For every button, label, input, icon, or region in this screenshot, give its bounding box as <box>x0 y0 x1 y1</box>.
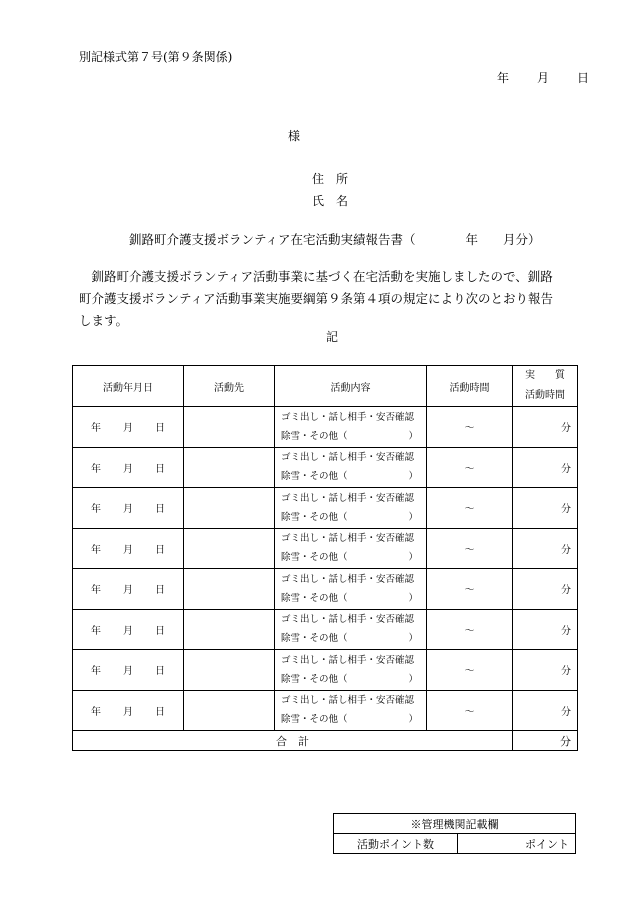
table-row <box>73 690 578 731</box>
activity-content-cell[interactable] <box>275 488 427 529</box>
activity-content-cell[interactable] <box>275 528 427 569</box>
content-other-right: ） <box>408 673 418 685</box>
activity-time-cell[interactable] <box>427 488 513 529</box>
header-actual-line2: 活動時間 <box>525 390 565 401</box>
content-options-line2 <box>275 589 426 608</box>
header-place: 活動先 <box>184 366 275 407</box>
row-day-label: 日 <box>155 625 165 637</box>
content-other-right: ） <box>408 511 418 523</box>
time-separator: ～ <box>464 585 475 597</box>
content-other-left: 除雪・その他（ <box>281 714 348 726</box>
content-other-left: 除雪・その他（ <box>281 511 348 523</box>
content-other-right: ） <box>408 714 418 726</box>
row-year-label: 年 <box>91 544 101 556</box>
minutes-unit: 分 <box>561 544 571 556</box>
time-separator: ～ <box>464 706 475 718</box>
management-box <box>333 813 576 854</box>
activity-time-cell[interactable] <box>427 609 513 650</box>
actual-minutes-cell[interactable] <box>513 447 578 488</box>
activity-date-cell[interactable] <box>73 690 184 731</box>
activity-content-cell[interactable] <box>275 609 427 650</box>
document-title: 釧路町介護支援ボランティア在宅活動実績報告書（ 年 月分） <box>129 232 541 247</box>
name-label: 氏 名 <box>312 194 349 208</box>
content-other-right: ） <box>408 471 418 483</box>
row-month-label: 月 <box>123 625 133 637</box>
content-options-line1: ゴミ出し・話し相手・安否確認 <box>281 695 415 707</box>
time-separator: ～ <box>464 423 475 435</box>
row-day-label: 日 <box>155 504 165 516</box>
content-options-line2 <box>275 467 426 486</box>
activity-time-cell[interactable] <box>427 569 513 610</box>
management-title: ※管理機関記載欄 <box>334 814 576 834</box>
content-other-right: ） <box>408 552 418 564</box>
content-other-right: ） <box>408 592 418 604</box>
content-options-line1: ゴミ出し・話し相手・安否確認 <box>281 654 415 666</box>
header-content: 活動内容 <box>275 366 427 407</box>
activity-date-cell[interactable] <box>73 407 184 448</box>
table-row <box>73 650 578 691</box>
content-options-line2 <box>275 427 426 446</box>
row-month-label: 月 <box>123 423 133 435</box>
actual-minutes-cell[interactable] <box>513 609 578 650</box>
row-year-label: 年 <box>91 625 101 637</box>
activity-time-cell[interactable] <box>427 528 513 569</box>
row-month-label: 月 <box>123 666 133 678</box>
actual-minutes-cell[interactable] <box>513 488 578 529</box>
table-row <box>73 447 578 488</box>
activity-time-cell[interactable] <box>427 447 513 488</box>
row-year-label: 年 <box>91 666 101 678</box>
time-separator: ～ <box>464 544 475 556</box>
activity-date-cell[interactable] <box>73 447 184 488</box>
table-row <box>73 609 578 650</box>
content-options-line2 <box>275 710 426 729</box>
minutes-unit: 分 <box>561 463 571 475</box>
header-actual-line1: 実 質 <box>525 370 565 381</box>
body-text: 釧路町介護支援ボランティア活動事業に基づく在宅活動を実施しましたので、釧路町介護支援ボランティア活動事業実施要綱第９条第４項の規定により次のとおり報告します。 <box>79 269 554 328</box>
header-time: 活動時間 <box>427 366 513 407</box>
content-other-left: 除雪・その他（ <box>281 430 348 442</box>
total-row <box>73 731 578 751</box>
content-options-line1: ゴミ出し・話し相手・安否確認 <box>281 533 415 545</box>
table-row <box>73 569 578 610</box>
points-field[interactable]: ポイント <box>458 834 576 854</box>
content-other-left: 除雪・その他（ <box>281 471 348 483</box>
address-label: 住 所 <box>312 172 349 186</box>
row-year-label: 年 <box>91 423 101 435</box>
report-date <box>497 69 589 86</box>
content-other-right: ） <box>408 633 418 645</box>
header-date: 活動年月日 <box>73 366 184 407</box>
content-other-left: 除雪・その他（ <box>281 552 348 564</box>
time-separator: ～ <box>464 666 475 678</box>
activity-content-cell[interactable] <box>275 650 427 691</box>
minutes-unit: 分 <box>561 504 571 516</box>
table-row <box>73 528 578 569</box>
activity-place-cell[interactable] <box>184 650 275 691</box>
content-other-right: ） <box>408 430 418 442</box>
form-number: 別記様式第７号(第９条関係) <box>79 50 233 64</box>
row-day-label: 日 <box>155 585 165 597</box>
activity-date-cell[interactable] <box>73 569 184 610</box>
time-separator: ～ <box>464 463 475 475</box>
row-day-label: 日 <box>155 706 165 718</box>
row-month-label: 月 <box>123 463 133 475</box>
row-day-label: 日 <box>155 463 165 475</box>
activity-date-cell[interactable] <box>73 488 184 529</box>
row-month-label: 月 <box>123 504 133 516</box>
activity-place-cell[interactable] <box>184 488 275 529</box>
date-year-label: 年 <box>497 71 510 85</box>
table-row <box>73 407 578 448</box>
activity-place-cell[interactable] <box>184 528 275 569</box>
row-year-label: 年 <box>91 585 101 597</box>
points-label: 活動ポイント数 <box>334 834 458 854</box>
row-year-label: 年 <box>91 463 101 475</box>
time-separator: ～ <box>464 625 475 637</box>
content-options-line2 <box>275 629 426 648</box>
total-label: 合 計 <box>73 731 513 751</box>
actual-minutes-cell[interactable] <box>513 690 578 731</box>
minutes-unit: 分 <box>561 585 571 597</box>
minutes-unit: 分 <box>561 625 571 637</box>
content-options-line1: ゴミ出し・話し相手・安否確認 <box>281 614 415 626</box>
row-day-label: 日 <box>155 544 165 556</box>
row-day-label: 日 <box>155 423 165 435</box>
actual-minutes-cell[interactable] <box>513 407 578 448</box>
activity-time-cell[interactable] <box>427 650 513 691</box>
total-unit: 分 <box>560 734 571 748</box>
activity-place-cell[interactable] <box>184 569 275 610</box>
ki-label: 記 <box>326 330 339 344</box>
content-other-left: 除雪・その他（ <box>281 673 348 685</box>
row-month-label: 月 <box>123 544 133 556</box>
activity-date-cell[interactable] <box>73 609 184 650</box>
row-year-label: 年 <box>91 504 101 516</box>
content-options-line1: ゴミ出し・話し相手・安否確認 <box>281 573 415 585</box>
time-separator: ～ <box>464 504 475 516</box>
activity-place-cell[interactable] <box>184 690 275 731</box>
minutes-unit: 分 <box>561 706 571 718</box>
activity-place-cell[interactable] <box>184 447 275 488</box>
recipient-suffix: 様 <box>288 129 301 143</box>
actual-minutes-cell[interactable] <box>513 569 578 610</box>
activity-content-cell[interactable] <box>275 569 427 610</box>
activity-place-cell[interactable] <box>184 407 275 448</box>
activity-place-cell[interactable] <box>184 609 275 650</box>
content-options-line2 <box>275 548 426 567</box>
row-month-label: 月 <box>123 585 133 597</box>
date-month-label: 月 <box>537 71 550 85</box>
minutes-unit: 分 <box>561 666 571 678</box>
activity-time-cell[interactable] <box>427 690 513 731</box>
content-options-line1: ゴミ出し・話し相手・安否確認 <box>281 452 415 464</box>
activity-content-cell[interactable] <box>275 690 427 731</box>
content-options-line2 <box>275 508 426 527</box>
content-options-line1: ゴミ出し・話し相手・安否確認 <box>281 411 415 423</box>
activity-content-cell[interactable] <box>275 407 427 448</box>
content-other-left: 除雪・その他（ <box>281 633 348 645</box>
table-row <box>73 488 578 529</box>
actual-minutes-cell[interactable] <box>513 650 578 691</box>
minutes-unit: 分 <box>561 423 571 435</box>
row-day-label: 日 <box>155 666 165 678</box>
content-options-line1: ゴミ出し・話し相手・安否確認 <box>281 492 415 504</box>
content-other-left: 除雪・その他（ <box>281 592 348 604</box>
activity-table <box>72 365 578 751</box>
activity-time-cell[interactable] <box>427 407 513 448</box>
content-options-line2 <box>275 670 426 689</box>
actual-minutes-cell[interactable] <box>513 528 578 569</box>
activity-date-cell[interactable] <box>73 528 184 569</box>
row-month-label: 月 <box>123 706 133 718</box>
activity-content-cell[interactable] <box>275 447 427 488</box>
header-actual-time <box>513 366 578 407</box>
activity-date-cell[interactable] <box>73 650 184 691</box>
row-year-label: 年 <box>91 706 101 718</box>
table-header-row <box>73 366 578 407</box>
total-minutes-cell[interactable] <box>513 731 578 751</box>
date-day-label: 日 <box>577 71 590 85</box>
